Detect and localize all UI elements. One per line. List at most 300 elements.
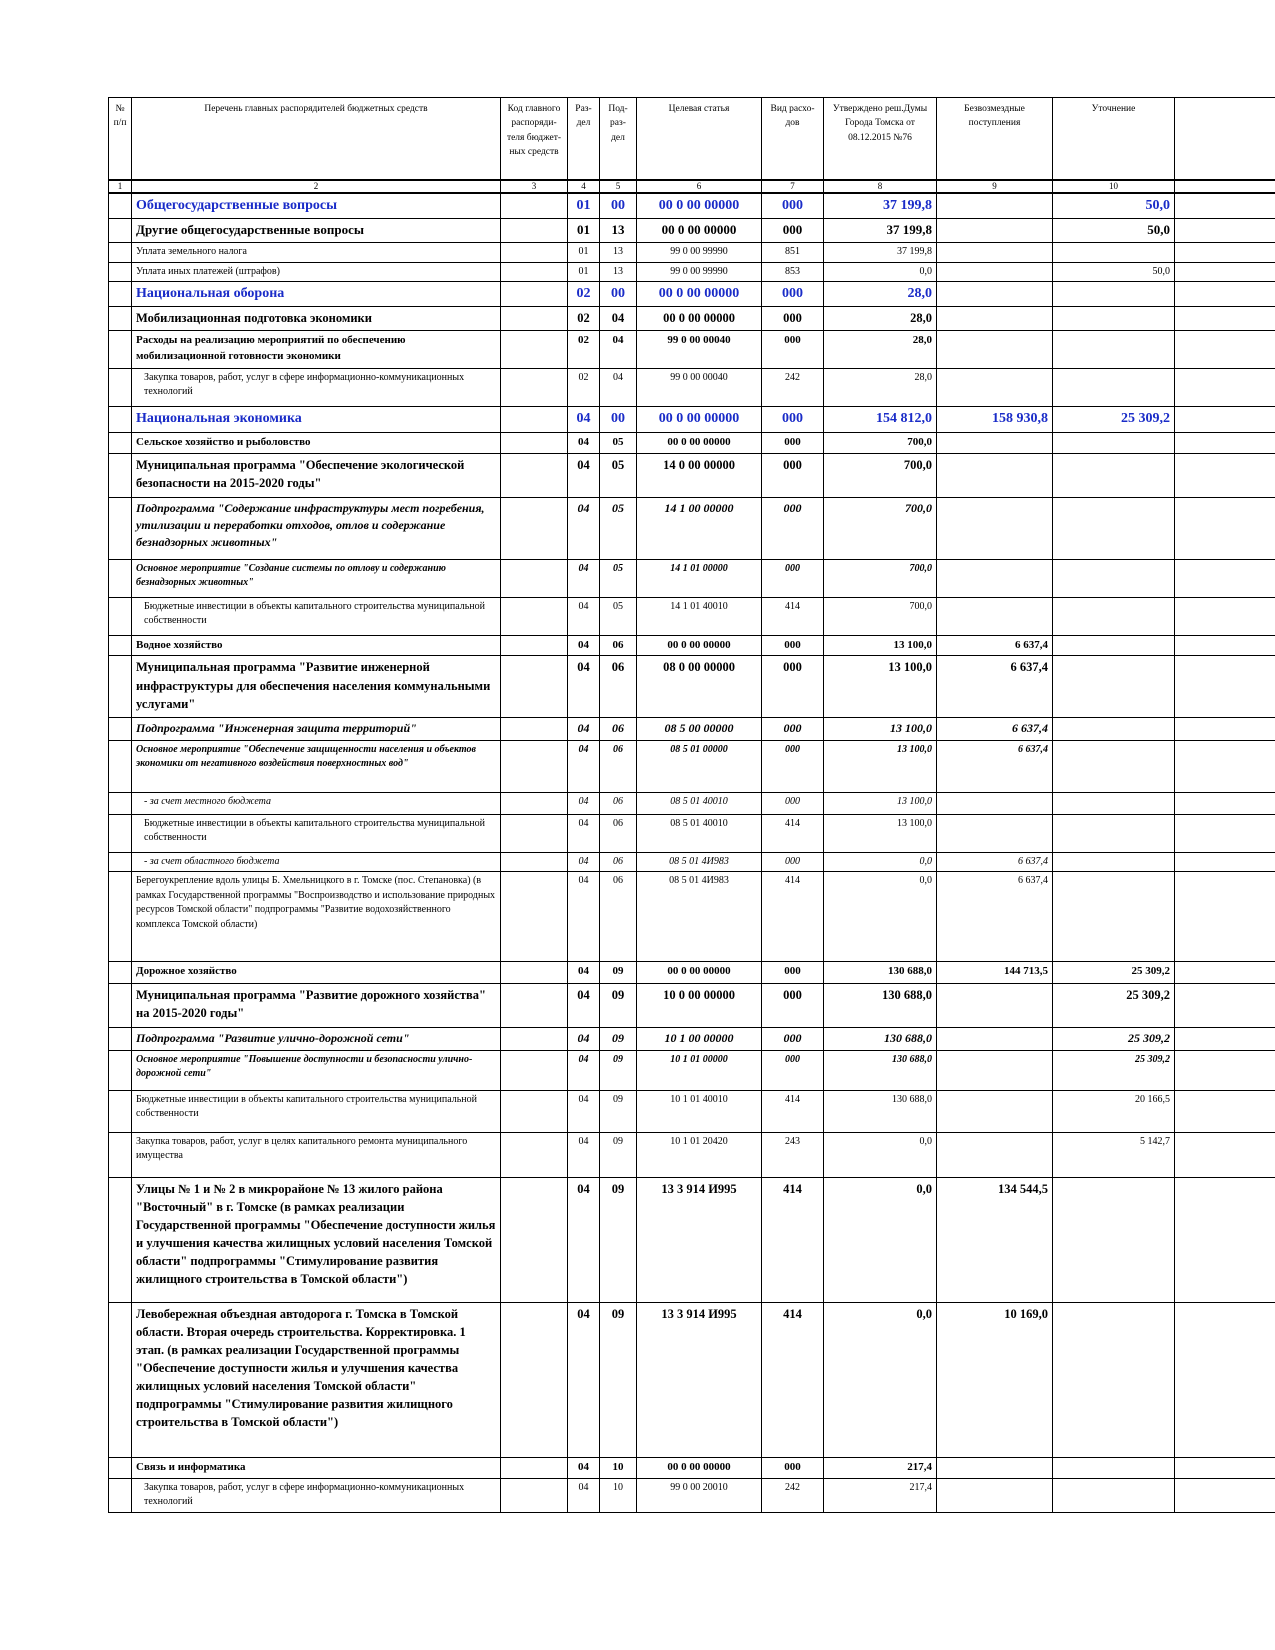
row-clarification <box>1053 718 1175 740</box>
row-vid: 851 <box>762 243 824 263</box>
row-num <box>109 1090 132 1132</box>
colnum-9: 9 <box>937 180 1053 193</box>
row-grants <box>937 219 1053 243</box>
row-approved: 130 688,0 <box>824 1090 937 1132</box>
row-clarification <box>1053 792 1175 814</box>
row-podrazdel: 04 <box>600 330 637 368</box>
row-razdel: 01 <box>568 193 600 219</box>
row-extra <box>1175 635 1275 656</box>
row-code <box>501 243 568 263</box>
row-extra <box>1175 432 1275 453</box>
row-podrazdel: 05 <box>600 453 637 497</box>
row-clarification: 20 166,5 <box>1053 1090 1175 1132</box>
row-podrazdel: 13 <box>600 243 637 263</box>
row-vid: 000 <box>762 792 824 814</box>
row-grants: 6 637,4 <box>937 740 1053 792</box>
row-clarification <box>1053 1478 1175 1512</box>
row-vid: 414 <box>762 1090 824 1132</box>
row-approved: 217,4 <box>824 1478 937 1512</box>
row-clarification <box>1053 497 1175 559</box>
row-grants: 6 637,4 <box>937 852 1053 872</box>
row-podrazdel: 06 <box>600 656 637 718</box>
table-row <box>109 1028 1275 1050</box>
row-target: 00 0 00 00000 <box>637 1457 762 1478</box>
row-razdel: 04 <box>568 1457 600 1478</box>
row-vid: 853 <box>762 262 824 282</box>
row-approved: 700,0 <box>824 559 937 597</box>
row-target: 14 0 00 00000 <box>637 453 762 497</box>
row-clarification: 25 309,2 <box>1053 1028 1175 1050</box>
row-num <box>109 193 132 219</box>
table-row <box>109 243 1275 263</box>
header-target: Целевая статья <box>637 98 762 181</box>
row-podrazdel: 10 <box>600 1478 637 1512</box>
row-razdel: 01 <box>568 243 600 263</box>
row-razdel: 04 <box>568 1177 600 1302</box>
row-vid: 000 <box>762 193 824 219</box>
table-row <box>109 262 1275 282</box>
table-row <box>109 1478 1275 1512</box>
row-name: Основное мероприятие "Создание системы по отлову и содержанию безнадзорных животных" <box>132 559 501 597</box>
row-extra <box>1175 656 1275 718</box>
row-extra <box>1175 219 1275 243</box>
row-target: 08 5 00 00000 <box>637 718 762 740</box>
row-razdel: 04 <box>568 497 600 559</box>
row-podrazdel: 06 <box>600 792 637 814</box>
row-grants <box>937 330 1053 368</box>
row-extra <box>1175 852 1275 872</box>
row-grants: 10 169,0 <box>937 1302 1053 1457</box>
row-name: Бюджетные инвестиции в объекты капитального строительства муниципальной собственности <box>132 814 501 852</box>
row-num <box>109 984 132 1028</box>
table-row <box>109 814 1275 852</box>
row-target: 00 0 00 00000 <box>637 193 762 219</box>
header-extra <box>1175 98 1275 181</box>
table-row <box>109 1177 1275 1302</box>
row-num <box>109 872 132 962</box>
row-podrazdel: 00 <box>600 406 637 432</box>
row-extra <box>1175 1132 1275 1177</box>
row-target: 99 0 00 99990 <box>637 243 762 263</box>
row-razdel: 04 <box>568 597 600 635</box>
row-code <box>501 282 568 307</box>
colnum-1: 1 <box>109 180 132 193</box>
row-approved: 130 688,0 <box>824 1028 937 1050</box>
row-clarification <box>1053 282 1175 307</box>
row-num <box>109 406 132 432</box>
row-vid: 000 <box>762 559 824 597</box>
row-name: - за счет местного бюджета <box>132 792 501 814</box>
row-num <box>109 718 132 740</box>
row-clarification <box>1053 872 1175 962</box>
row-target: 08 5 01 40010 <box>637 814 762 852</box>
row-approved: 37 199,8 <box>824 193 937 219</box>
row-target: 13 3 914 И995 <box>637 1177 762 1302</box>
row-podrazdel: 09 <box>600 1050 637 1090</box>
row-razdel: 04 <box>568 1132 600 1177</box>
table-row <box>109 559 1275 597</box>
row-approved: 28,0 <box>824 307 937 330</box>
row-num <box>109 497 132 559</box>
row-approved: 13 100,0 <box>824 814 937 852</box>
row-name: Муниципальная программа "Развитие дорожного хозяйства" на 2015-2020 годы" <box>132 984 501 1028</box>
row-name: Сельское хозяйство и рыболовство <box>132 432 501 453</box>
row-extra <box>1175 1090 1275 1132</box>
row-vid: 000 <box>762 453 824 497</box>
row-target: 08 5 01 40010 <box>637 792 762 814</box>
row-target: 13 3 914 И995 <box>637 1302 762 1457</box>
row-name: Общегосударственные вопросы <box>132 193 501 219</box>
row-num <box>109 814 132 852</box>
row-approved: 130 688,0 <box>824 962 937 984</box>
row-clarification <box>1053 1457 1175 1478</box>
colnum-2: 2 <box>132 180 501 193</box>
header-vid: Вид расхо-дов <box>762 98 824 181</box>
row-code <box>501 656 568 718</box>
row-target: 10 1 01 00000 <box>637 1050 762 1090</box>
row-extra <box>1175 559 1275 597</box>
row-approved: 0,0 <box>824 1132 937 1177</box>
row-target: 00 0 00 00000 <box>637 307 762 330</box>
row-name: Бюджетные инвестиции в объекты капитального строительства муниципальной собственности <box>132 597 501 635</box>
row-name: Основное мероприятие "Обеспечение защищенности населения и объектов экономики от негативного воздействия поверхностных вод" <box>132 740 501 792</box>
row-code <box>501 1478 568 1512</box>
row-grants <box>937 193 1053 219</box>
row-clarification <box>1053 307 1175 330</box>
row-target: 08 5 01 00000 <box>637 740 762 792</box>
row-code <box>501 1302 568 1457</box>
row-target: 99 0 00 00040 <box>637 368 762 406</box>
row-razdel: 04 <box>568 1478 600 1512</box>
row-approved: 28,0 <box>824 282 937 307</box>
row-extra <box>1175 243 1275 263</box>
row-grants <box>937 1132 1053 1177</box>
row-name: Берегоукрепление вдоль улицы Б. Хмельницкого в г. Томске (пос. Степановка) (в рамках Государственной программы "Воспроизводство и использование природных ресурсов Томской области" подпрограммы "Развитие водохозяйственного комплекса Томской области) <box>132 872 501 962</box>
row-num <box>109 262 132 282</box>
row-extra <box>1175 792 1275 814</box>
row-name: Основное мероприятие "Повышение доступности и безопасности улично-дорожной сети" <box>132 1050 501 1090</box>
colnum-4: 4 <box>568 180 600 193</box>
row-grants <box>937 307 1053 330</box>
row-code <box>501 962 568 984</box>
row-clarification <box>1053 453 1175 497</box>
row-name: Связь и информатика <box>132 1457 501 1478</box>
row-approved: 37 199,8 <box>824 219 937 243</box>
row-num <box>109 597 132 635</box>
row-extra <box>1175 307 1275 330</box>
row-razdel: 04 <box>568 406 600 432</box>
row-approved: 0,0 <box>824 1302 937 1457</box>
row-extra <box>1175 453 1275 497</box>
colnum-5: 5 <box>600 180 637 193</box>
row-code <box>501 814 568 852</box>
row-extra <box>1175 872 1275 962</box>
row-approved: 0,0 <box>824 872 937 962</box>
row-clarification <box>1053 597 1175 635</box>
row-code <box>501 1090 568 1132</box>
row-target: 14 1 01 40010 <box>637 597 762 635</box>
row-clarification <box>1053 368 1175 406</box>
row-num <box>109 453 132 497</box>
row-podrazdel: 06 <box>600 852 637 872</box>
row-grants <box>937 1090 1053 1132</box>
row-razdel: 04 <box>568 1302 600 1457</box>
row-name: Подпрограмма "Развитие улично-дорожной сети" <box>132 1028 501 1050</box>
row-target: 00 0 00 00000 <box>637 635 762 656</box>
row-grants <box>937 497 1053 559</box>
header-num: № п/п <box>109 98 132 181</box>
row-vid: 000 <box>762 282 824 307</box>
table-row <box>109 984 1275 1028</box>
row-vid: 000 <box>762 1028 824 1050</box>
row-podrazdel: 06 <box>600 872 637 962</box>
row-approved: 13 100,0 <box>824 656 937 718</box>
row-target: 08 5 01 4И983 <box>637 872 762 962</box>
table-row <box>109 368 1275 406</box>
table-row <box>109 718 1275 740</box>
table-row <box>109 1050 1275 1090</box>
row-razdel: 04 <box>568 852 600 872</box>
row-num <box>109 1177 132 1302</box>
row-razdel: 04 <box>568 1050 600 1090</box>
row-code <box>501 984 568 1028</box>
row-razdel: 04 <box>568 984 600 1028</box>
row-num <box>109 1028 132 1050</box>
row-target: 00 0 00 00000 <box>637 406 762 432</box>
row-code <box>501 718 568 740</box>
row-code <box>501 1028 568 1050</box>
row-extra <box>1175 962 1275 984</box>
table-row <box>109 635 1275 656</box>
row-target: 99 0 00 20010 <box>637 1478 762 1512</box>
row-razdel: 04 <box>568 792 600 814</box>
row-vid: 000 <box>762 656 824 718</box>
header-row <box>109 98 1275 181</box>
row-name: Левобережная объездная автодорога г. Томска в Томской области. Вторая очередь строительства. Корректировка. 1 этап. (в рамках реализации Государственной программы "Обеспечение доступности жилья и улучшения качества жилищных условий населения Томской области" подпрограммы "Стимулирование развития жилищного строительства в Томской области") <box>132 1302 501 1457</box>
row-extra <box>1175 406 1275 432</box>
row-grants <box>937 597 1053 635</box>
row-num <box>109 1050 132 1090</box>
row-num <box>109 852 132 872</box>
row-num <box>109 1457 132 1478</box>
row-grants: 134 544,5 <box>937 1177 1053 1302</box>
row-clarification: 50,0 <box>1053 219 1175 243</box>
table-row <box>109 406 1275 432</box>
row-target: 00 0 00 00000 <box>637 282 762 307</box>
colnum-10: 10 <box>1053 180 1175 193</box>
row-clarification <box>1053 1302 1175 1457</box>
row-podrazdel: 05 <box>600 497 637 559</box>
row-approved: 13 100,0 <box>824 740 937 792</box>
table-row <box>109 1090 1275 1132</box>
row-approved: 700,0 <box>824 432 937 453</box>
table-row <box>109 1132 1275 1177</box>
row-num <box>109 282 132 307</box>
row-name: Муниципальная программа "Развитие инженерной инфраструктуры для обеспечения населения коммунальными услугами" <box>132 656 501 718</box>
row-name: Расходы на реализацию мероприятий по обеспечению мобилизационной готовности экономики <box>132 330 501 368</box>
row-approved: 700,0 <box>824 453 937 497</box>
row-razdel: 04 <box>568 453 600 497</box>
row-num <box>109 740 132 792</box>
row-razdel: 04 <box>568 432 600 453</box>
row-num <box>109 243 132 263</box>
table-row <box>109 792 1275 814</box>
row-num <box>109 1478 132 1512</box>
row-target: 08 5 01 4И983 <box>637 852 762 872</box>
row-grants: 6 637,4 <box>937 872 1053 962</box>
row-name: Бюджетные инвестиции в объекты капитального строительства муниципальной собственности <box>132 1090 501 1132</box>
row-code <box>501 497 568 559</box>
row-name: Водное хозяйство <box>132 635 501 656</box>
row-podrazdel: 09 <box>600 1028 637 1050</box>
table-row <box>109 962 1275 984</box>
row-podrazdel: 00 <box>600 282 637 307</box>
row-code <box>501 1177 568 1302</box>
row-grants: 144 713,5 <box>937 962 1053 984</box>
row-target: 08 0 00 00000 <box>637 656 762 718</box>
row-code <box>501 219 568 243</box>
row-grants <box>937 792 1053 814</box>
table-row <box>109 432 1275 453</box>
row-approved: 13 100,0 <box>824 635 937 656</box>
row-name: Подпрограмма "Содержание инфраструктуры мест погребения, утилизации и переработки отходов, отлов и содержание безнадзорных животных" <box>132 497 501 559</box>
row-vid: 000 <box>762 718 824 740</box>
row-target: 10 0 00 00000 <box>637 984 762 1028</box>
row-num <box>109 219 132 243</box>
row-razdel: 01 <box>568 219 600 243</box>
row-name: Подпрограмма "Инженерная защита территорий" <box>132 718 501 740</box>
row-podrazdel: 09 <box>600 1090 637 1132</box>
row-approved: 700,0 <box>824 597 937 635</box>
row-target: 99 0 00 99990 <box>637 262 762 282</box>
row-name: Дорожное хозяйство <box>132 962 501 984</box>
row-podrazdel: 04 <box>600 368 637 406</box>
row-razdel: 04 <box>568 962 600 984</box>
row-name: Национальная экономика <box>132 406 501 432</box>
row-target: 10 1 00 00000 <box>637 1028 762 1050</box>
row-grants <box>937 243 1053 263</box>
table-row <box>109 656 1275 718</box>
row-grants: 6 637,4 <box>937 635 1053 656</box>
row-extra <box>1175 597 1275 635</box>
row-vid: 242 <box>762 1478 824 1512</box>
row-vid: 000 <box>762 406 824 432</box>
row-vid: 000 <box>762 497 824 559</box>
row-code <box>501 1457 568 1478</box>
row-razdel: 02 <box>568 282 600 307</box>
row-razdel: 04 <box>568 740 600 792</box>
row-approved: 28,0 <box>824 330 937 368</box>
row-clarification: 25 309,2 <box>1053 984 1175 1028</box>
row-code <box>501 330 568 368</box>
table-row <box>109 307 1275 330</box>
row-podrazdel: 06 <box>600 740 637 792</box>
row-clarification: 25 309,2 <box>1053 406 1175 432</box>
row-razdel: 04 <box>568 872 600 962</box>
row-extra <box>1175 262 1275 282</box>
row-razdel: 04 <box>568 635 600 656</box>
row-razdel: 02 <box>568 368 600 406</box>
row-podrazdel: 10 <box>600 1457 637 1478</box>
column-number-row <box>109 180 1275 193</box>
row-extra <box>1175 984 1275 1028</box>
table-row <box>109 219 1275 243</box>
row-clarification <box>1053 1177 1175 1302</box>
header-clarification: Уточнение <box>1053 98 1175 181</box>
row-vid: 000 <box>762 962 824 984</box>
row-razdel: 04 <box>568 1090 600 1132</box>
row-vid: 414 <box>762 814 824 852</box>
row-target: 10 1 01 20420 <box>637 1132 762 1177</box>
budget-table-body <box>109 193 1275 1512</box>
table-row <box>109 852 1275 872</box>
row-name: Другие общегосударственные вопросы <box>132 219 501 243</box>
row-extra <box>1175 718 1275 740</box>
row-grants: 158 930,8 <box>937 406 1053 432</box>
row-vid: 000 <box>762 740 824 792</box>
row-name: Национальная оборона <box>132 282 501 307</box>
row-grants: 6 637,4 <box>937 656 1053 718</box>
row-vid: 414 <box>762 872 824 962</box>
row-grants <box>937 432 1053 453</box>
row-vid: 243 <box>762 1132 824 1177</box>
row-num <box>109 307 132 330</box>
row-grants <box>937 984 1053 1028</box>
row-grants <box>937 453 1053 497</box>
row-code <box>501 597 568 635</box>
row-num <box>109 559 132 597</box>
row-code <box>501 1050 568 1090</box>
row-name: Уплата земельного налога <box>132 243 501 263</box>
table-row <box>109 872 1275 962</box>
row-target: 10 1 01 40010 <box>637 1090 762 1132</box>
row-razdel: 04 <box>568 718 600 740</box>
row-extra <box>1175 330 1275 368</box>
row-podrazdel: 05 <box>600 432 637 453</box>
row-podrazdel: 09 <box>600 1302 637 1457</box>
row-vid: 414 <box>762 1302 824 1457</box>
row-name: Улицы № 1 и № 2 в микрорайоне № 13 жилого района "Восточный" в г. Томске (в рамках реализации Государственной программы "Обеспечение доступности жилья и улучшения качества жилищных условий населения Томской области" подпрограммы "Стимулирование развития жилищного строительства в Томской области") <box>132 1177 501 1302</box>
row-code <box>501 559 568 597</box>
row-num <box>109 1302 132 1457</box>
row-name: - за счет областного бюджета <box>132 852 501 872</box>
header-grants: Безвозмездные поступления <box>937 98 1053 181</box>
row-podrazdel: 05 <box>600 559 637 597</box>
row-code <box>501 406 568 432</box>
row-razdel: 04 <box>568 656 600 718</box>
row-vid: 414 <box>762 1177 824 1302</box>
header-approved: Утверждено реш.Думы Города Томска от 08.12.2015 №76 <box>824 98 937 181</box>
row-vid: 000 <box>762 330 824 368</box>
row-clarification <box>1053 243 1175 263</box>
row-approved: 0,0 <box>824 262 937 282</box>
table-row <box>109 497 1275 559</box>
row-target: 00 0 00 00000 <box>637 432 762 453</box>
row-podrazdel: 13 <box>600 219 637 243</box>
row-code <box>501 740 568 792</box>
row-name: Муниципальная программа "Обеспечение экологической безопасности на 2015-2020 годы" <box>132 453 501 497</box>
row-grants <box>937 368 1053 406</box>
row-grants <box>937 1478 1053 1512</box>
table-row <box>109 282 1275 307</box>
row-vid: 000 <box>762 432 824 453</box>
table-row <box>109 740 1275 792</box>
row-extra <box>1175 1457 1275 1478</box>
row-num <box>109 792 132 814</box>
colnum-8: 8 <box>824 180 937 193</box>
row-podrazdel: 05 <box>600 597 637 635</box>
row-target: 00 0 00 00000 <box>637 219 762 243</box>
